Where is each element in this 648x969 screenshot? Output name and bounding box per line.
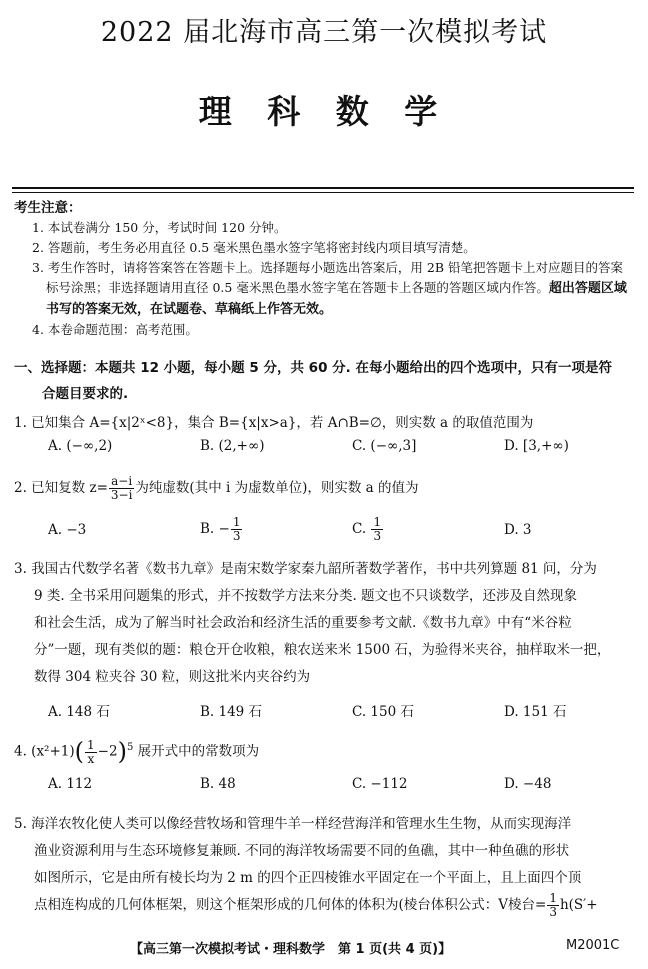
question-4-stem-post: 展开式中的常数项为 — [133, 743, 260, 760]
fraction-numerator: 1 — [373, 515, 382, 529]
candidate-notice — [14, 198, 634, 340]
question-4-stem-mid: −2 — [97, 743, 118, 760]
option-b-label: B. − — [200, 521, 230, 537]
question-2-fraction — [109, 475, 135, 502]
question-5-stem — [14, 811, 636, 919]
option-b: B. 149 石 — [200, 704, 263, 720]
section-heading-line1: 一、选择题：本题共 12 小题，每小题 5 分，共 60 分. 在每小题给出的四个选项中，只有一项是符 — [14, 360, 612, 376]
notice-item-3-text: 3. 考生作答时，请将答案答在答题卡上。选择题每小题选出答案后，用 2B 铅笔把答题卡上对应题目的答案标号涂黑；非选择题请用直径 0.5 毫米黑色墨水签字笔在答题卡上各题的答题区域内作答。 — [32, 260, 623, 295]
question-2-stem-post: 为纯虚数(其中 i 为虚数单位)，则实数 a 的值为 — [135, 480, 419, 496]
option-d: D. [3,+∞) — [504, 438, 569, 454]
option-c: C. 150 石 — [352, 704, 414, 720]
question-5-line-1: 5. 海洋农牧化使人类可以像经营牧场和管理牛羊一样经营海洋和管理水生生物，从而实现海洋 — [14, 816, 572, 832]
question-2-options — [48, 515, 628, 549]
question-5-line-2: 渔业资源利用与生态环境修复兼顾. 不同的海洋牧场需要不同的鱼礁，其中一种鱼礁的形状 — [34, 843, 570, 859]
section-heading — [14, 355, 634, 407]
notice-item-3-emphasis: 超出答题区域书写的答案无效，在试题卷、草稿纸上作答无效。 — [46, 281, 627, 317]
fraction-numerator: 1 — [549, 891, 557, 905]
question-3-line-5: 数得 304 粒夹谷 30 粒，则这批米内夹谷约为 — [34, 669, 311, 685]
option-c: C. (−∞,3] — [352, 438, 417, 454]
option-a: A. 112 — [48, 776, 93, 792]
question-5-line-4-tail: h(S′+ — [559, 897, 598, 913]
option-c-label: C. — [352, 521, 371, 537]
option-a: A. 148 石 — [48, 704, 110, 720]
notice-item-3 — [14, 258, 634, 320]
option-a: A. (−∞,2) — [48, 438, 113, 454]
option-b — [200, 516, 243, 543]
notice-item-1: 1. 本试卷满分 150 分，考试时间 120 分钟。 — [32, 220, 287, 235]
question-3-line-4: 分”一题，现有类似的题：粮仓开仓收粮，粮农送来米 1500 石，为验得米夹谷，抽样取米一把， — [34, 642, 611, 658]
option-d: D. 3 — [504, 522, 532, 538]
question-2-stem-pre: 2. 已知复数 z= — [14, 480, 108, 496]
question-2-stem — [14, 475, 636, 502]
question-4-fraction — [85, 739, 97, 766]
option-c-fraction — [371, 516, 383, 543]
footer-code: M2001C — [566, 938, 620, 953]
question-3-line-1: 3. 我国古代数学名著《数书九章》是南宋数学家秦九韶所著数学著作，书中共列算题 81 问，分为 — [14, 561, 597, 577]
notice-heading: 考生注意： — [14, 200, 82, 216]
fraction-denominator: 3 — [232, 529, 241, 543]
question-4-options — [48, 776, 628, 803]
question-4-stem — [14, 734, 636, 766]
option-b-fraction — [231, 516, 243, 543]
fraction-denominator: x — [87, 751, 95, 766]
question-1-stem: 1. 已知集合 A={x|2ˣ<8}，集合 B={x|x>a}，若 A∩B=∅，则实数 a 的取值范围为 — [14, 415, 534, 431]
question-5-fraction — [547, 892, 559, 919]
question-3-line-3: 和社会生活，成为了解当时社会政治和经济生活的重要参考文献.《数书九章》中有“米谷粒 — [34, 615, 572, 631]
left-paren: ( — [74, 737, 85, 766]
option-b: B. (2,+∞) — [200, 438, 265, 454]
notice-item-2: 2. 答题前，考生务必用直径 0.5 毫米黑色墨水签字笔将密封线内项目填写清楚。 — [32, 240, 476, 255]
option-c: C. −112 — [352, 776, 408, 792]
question-1-options — [48, 438, 628, 465]
question-5-line-4 — [14, 892, 636, 919]
section-heading-line2: 合题目要求的. — [42, 386, 129, 402]
divider-thin — [12, 192, 634, 193]
fraction-denominator: 3 — [373, 529, 382, 543]
option-d: D. −48 — [504, 776, 552, 792]
option-a: A. −3 — [48, 522, 87, 538]
question-3-options — [48, 700, 628, 727]
question-4-stem-pre: 4. (x²+1) — [14, 743, 75, 760]
fraction-numerator: 1 — [232, 515, 241, 529]
option-b: B. 48 — [200, 776, 236, 792]
question-4-exponent: 5 — [126, 742, 134, 753]
question-3-stem — [14, 556, 636, 691]
option-d: D. 151 石 — [504, 704, 567, 720]
option-c — [352, 516, 384, 543]
fraction-numerator: 1 — [87, 737, 95, 752]
fraction-denominator: 3−i — [110, 488, 133, 502]
exam-title: 2022 届北海市高三第一次模拟考试 — [100, 17, 548, 48]
question-5-line-4-text: 点相连构成的几何体框架，则这个框架形成的几何体的体积为(棱台体积公式：V棱台= — [34, 897, 547, 913]
notice-item-4: 4. 本卷命题范围：高考范围。 — [32, 322, 198, 337]
fraction-denominator: 3 — [549, 905, 557, 919]
fraction-numerator: a−i — [109, 475, 135, 489]
footer-page-info: 【高三第一次模拟考试・理科数学 第 1 页(共 4 页)】 — [130, 942, 452, 957]
right-paren: ) — [117, 737, 127, 766]
question-5-line-3: 如图所示，它是由所有棱长均为 2 m 的四个正四棱锥水平固定在一个平面上，且上面四个顶 — [34, 870, 582, 886]
divider-thick — [12, 187, 634, 189]
subject-title: 理 科 数 学 — [198, 92, 450, 131]
question-3-line-2: 9 类. 全书采用问题集的形式，并不按数学方法来分类. 题文也不只谈数学，还涉及自然现象 — [34, 588, 578, 604]
